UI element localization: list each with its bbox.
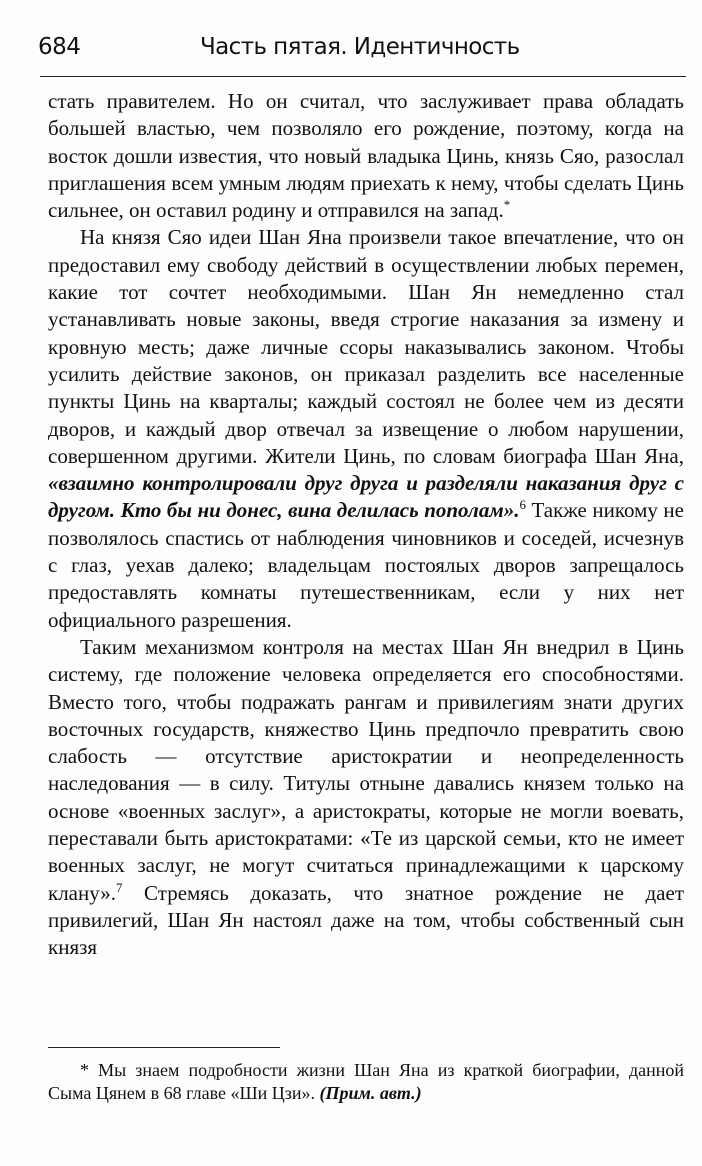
header-rule	[40, 76, 686, 77]
page-header	[38, 34, 686, 74]
running-title: Часть пятая. Идентичность	[200, 34, 520, 60]
footnote-author-note: (Прим. авт.)	[319, 1083, 422, 1103]
paragraph-2	[48, 224, 684, 633]
note-ref-7: 7	[116, 879, 123, 895]
footnote-text: * Мы знаем подробности жизни Шан Яна из краткой биографии, данной Сыма Цянем в 68 главе «Ши Цзи».	[48, 1060, 684, 1103]
footnote-rule	[48, 1047, 280, 1048]
footnote	[48, 1059, 684, 1105]
paragraph-2-quote: «взаимно контролировали друг друга и разделяли наказания друг с другом. Кто бы ни донес, вина делилась пополам».	[48, 471, 684, 523]
paragraph-3	[48, 634, 684, 962]
paragraph-1-text: стать правителем. Но он считал, что заслуживает права обладать большей властью, чем позволяло его рождение, поэтому, когда на восток дошли известия, что новый владыка Цинь, князь Сяо, разослал приглашения всем умным людям приехать к нему, чтобы сделать Цинь сильнее, он оставил родину и отправился на запад.	[48, 89, 684, 223]
body-text	[48, 88, 684, 962]
page-number: 684	[38, 34, 81, 60]
footnote-marker: *	[503, 197, 511, 213]
paragraph-2-text-a: На князя Сяо идеи Шан Яна произвели такое впечатление, что он предоставил ему свободу действий в осуществлении любых перемен, какие тот сочтет необходимыми. Шан Ян немедленно стал устанавливать новые законы, введя строгие наказания за измену и кровную месть; даже личные ссоры наказывались законом. Чтобы усилить действие законов, он приказал разделить все населенные пункты Цинь на кварталы; каждый состоял не более чем из десяти дворов, и каждый двор отвечал за извещение о любом нарушении, совершенном другими. Жители Цинь, по словам биографа Шан Яна,	[48, 225, 684, 468]
paragraph-3-text-b: Стремясь доказать, что знатное рождение не дает привилегий, Шан Ян настоял даже на том, чтобы собственный сын князя	[48, 880, 684, 960]
note-ref-6: 6	[519, 497, 526, 513]
paragraph-2-text-b: Также никому не позволялось спастись от наблюдения чиновников и соседей, исчезнув с глаз, уехав далеко; владельцам постоялых дворов запрещалось предоставлять комнаты путешественникам, если у них нет официального разрешения.	[48, 498, 684, 632]
paragraph-1	[48, 88, 684, 224]
paragraph-3-text-a: Таким механизмом контроля на местах Шан Ян внедрил в Цинь систему, где положение человека определяется его способностями. Вместо того, чтобы подражать рангам и привилегиям знати других восточных государств, княжество Цинь предпочло превратить свою слабость — отсутствие аристократии и неопределенность наследования — в силу. Титулы отныне давались князем только на основе «военных заслуг», а аристократы, которые не могли воевать, переставали быть аристократами: «Те из царской семьи, кто не имеет военных заслуг, не могут считаться принадлежащими к царскому клану».	[48, 634, 684, 905]
